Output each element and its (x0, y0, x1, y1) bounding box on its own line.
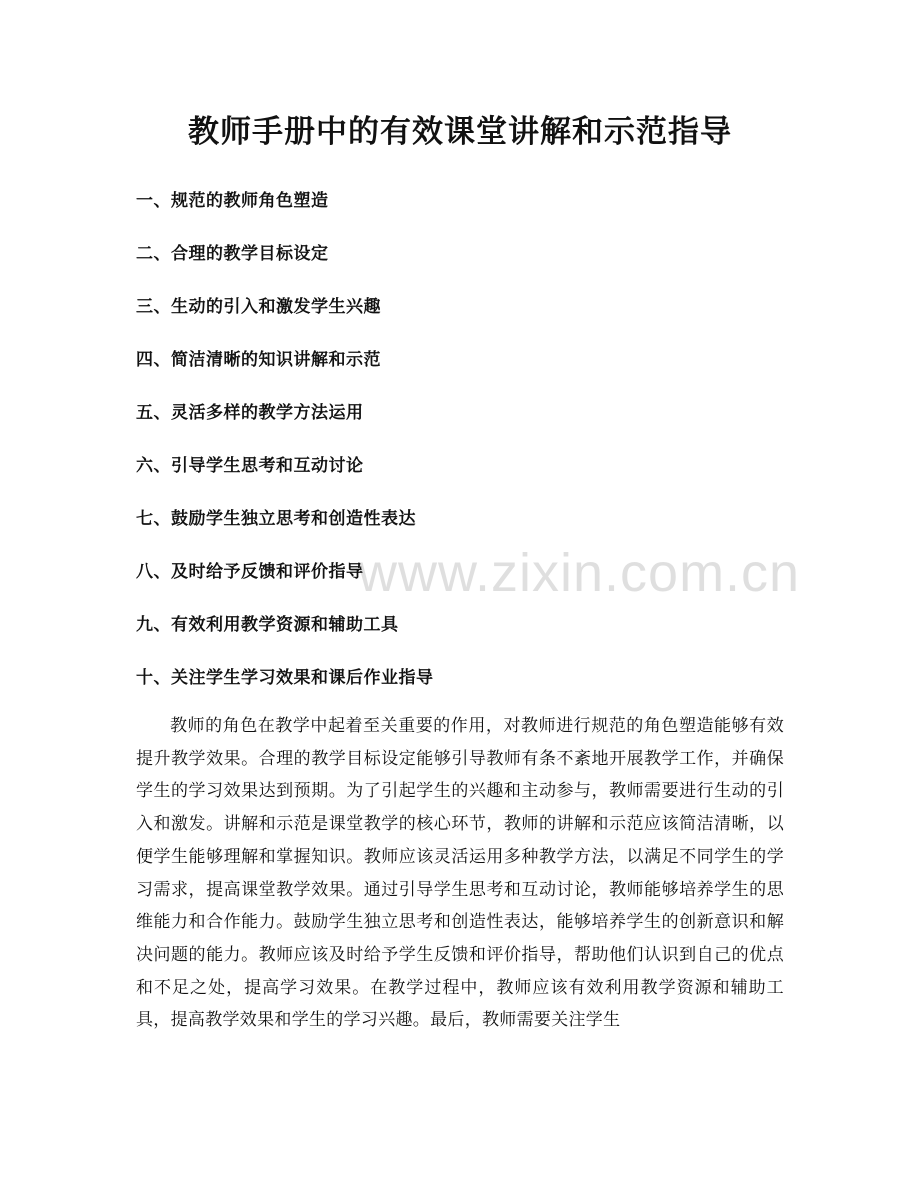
outline-item-9: 九、有效利用教学资源和辅助工具 (136, 615, 399, 635)
outline-item-7: 七、鼓励学生独立思考和创造性表达 (136, 509, 416, 529)
outline-item-4: 四、简洁清晰的知识讲解和示范 (136, 350, 381, 370)
outline-item-6: 六、引导学生思考和互动讨论 (136, 456, 364, 476)
outline-item-8: 八、及时给予反馈和评价指导 (136, 562, 364, 582)
watermark: www.zixin.com.cn (358, 543, 801, 603)
outline-item-5: 五、灵活多样的教学方法运用 (136, 403, 364, 423)
outline-item-1: 一、规范的教师角色塑造 (136, 191, 329, 211)
outline-item-3: 三、生动的引入和激发学生兴趣 (136, 297, 381, 317)
outline-list (136, 184, 796, 714)
body-paragraph: 教师的角色在教学中起着至关重要的作用，对教师进行规范的角色塑造能够有效提升教学效果。合理的教学目标设定能够引导教师有条不紊地开展教学工作，并确保学生的学习效果达到预期。为了引起学生的兴趣和主动参与，教师需要进行生动的引入和激发。讲解和示范是课堂教学的核心环节，教师的讲解和示范应该简洁清晰，以便学生能够理解和掌握知识。教师应该灵活运用多种教学方法，以满足不同学生的学习需求，提高课堂教学效果。通过引导学生思考和互动讨论，教师能够培养学生的思维能力和合作能力。鼓励学生独立思考和创造性表达，能够培养学生的创新意识和解决问题的能力。教师应该及时给予学生反馈和评价指导，帮助他们认识到自己的优点和不足之处，提高学习效果。在教学过程中，教师应该有效利用教学资源和辅助工具，提高教学效果和学生的学习兴趣。最后，教师需要关注学生 (136, 716, 784, 1031)
outline-item-10: 十、关注学生学习效果和课后作业指导 (136, 668, 434, 688)
outline-item-2: 二、合理的教学目标设定 (136, 244, 329, 264)
document-title: 教师手册中的有效课堂讲解和示范指导 (188, 114, 732, 150)
